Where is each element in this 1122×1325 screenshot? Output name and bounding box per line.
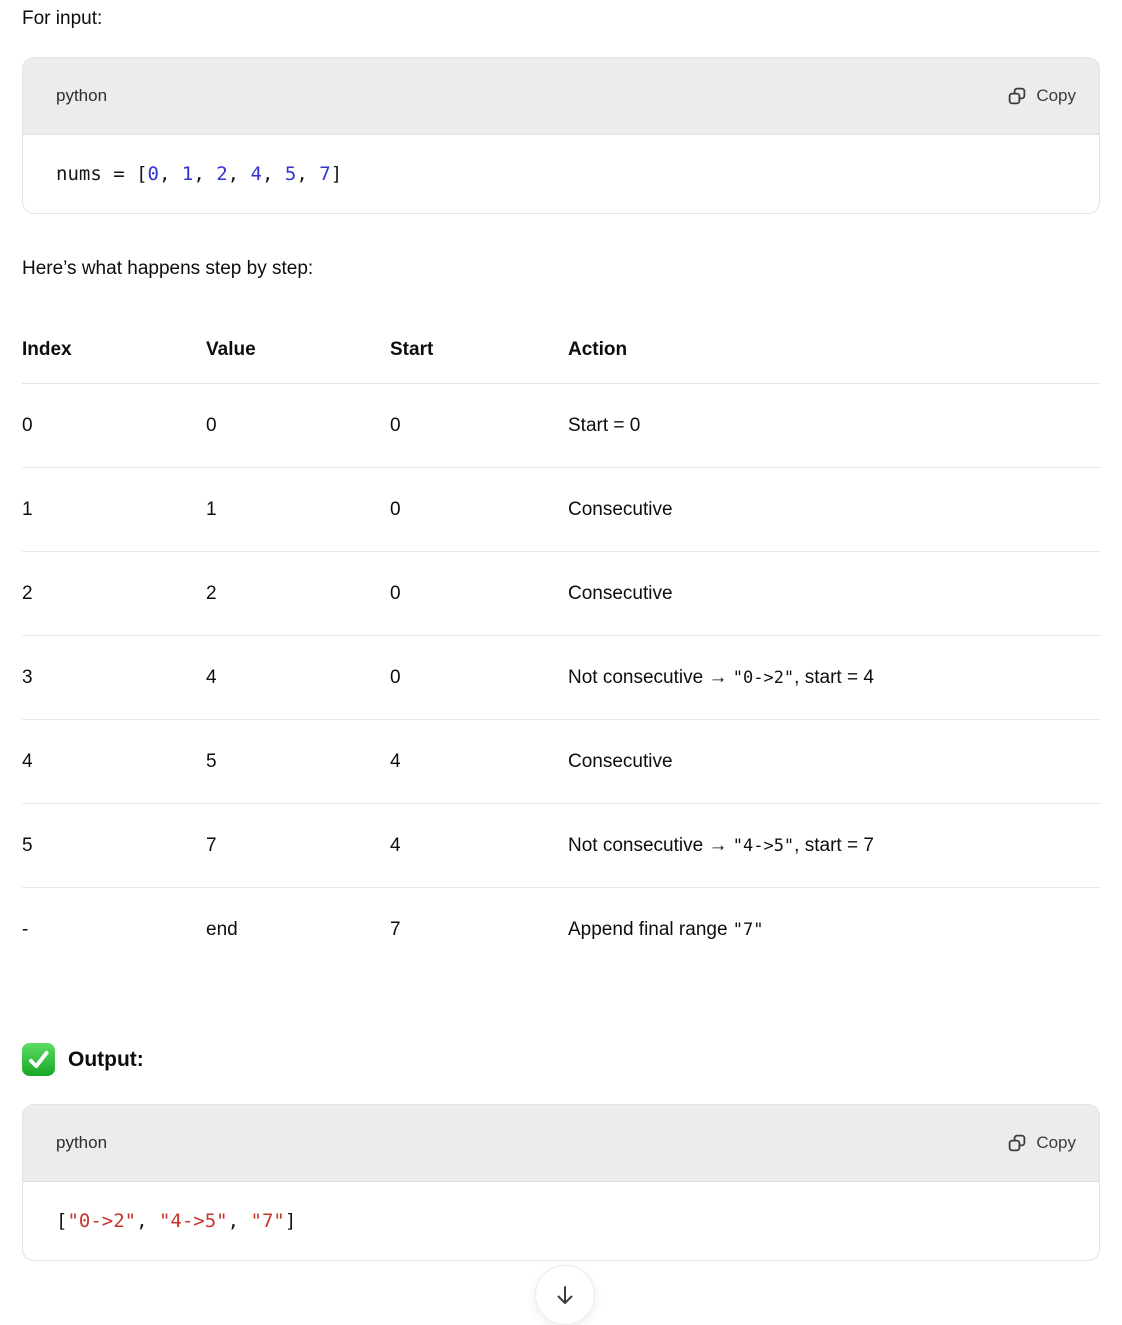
table-row (22, 552, 1100, 636)
code-content (23, 1182, 1099, 1260)
cell-index: 4 (22, 750, 33, 772)
check-mark-emoji (22, 1043, 55, 1076)
code-token: "7" (250, 1210, 285, 1232)
table-row (22, 804, 1100, 888)
copy-button[interactable] (1007, 1133, 1076, 1153)
cell-index: 5 (22, 834, 33, 856)
code-language-label: python (56, 86, 108, 105)
column-header: Action (568, 339, 628, 360)
column-header: Start (390, 339, 434, 360)
cell-value: 4 (206, 666, 217, 688)
code-token: ] (284, 1210, 297, 1232)
copy-button-label: Copy (1036, 1133, 1076, 1152)
steps-heading: Here’s what happens step by step: (22, 258, 314, 279)
cell-start: 4 (390, 750, 401, 772)
cell-index: 2 (22, 582, 33, 604)
code-block-header (23, 1105, 1099, 1182)
cell-action: Not consecutive → "4->5", start = 7 (568, 834, 874, 856)
code-block-header (23, 58, 1099, 135)
code-token: 5 (284, 163, 297, 185)
cell-action: Consecutive (568, 498, 673, 520)
copy-icon (1007, 86, 1027, 106)
code-token: "0->2" (67, 1210, 137, 1232)
code-token: 4 (250, 163, 262, 185)
code-token: , (227, 163, 251, 185)
cell-start: 0 (390, 666, 401, 688)
cell-index: 1 (22, 498, 33, 520)
intro-text: For input: (22, 8, 103, 29)
cell-index: 3 (22, 666, 33, 688)
cell-start: 0 (390, 414, 401, 436)
cell-index: - (22, 919, 29, 940)
cell-action: Not consecutive → "0->2", start = 4 (568, 666, 874, 688)
code-content (23, 135, 1099, 213)
code-token: , (296, 163, 320, 185)
code-language-label: python (56, 1133, 108, 1152)
table-row (22, 468, 1100, 552)
cell-start: 0 (390, 582, 401, 604)
code-token: , (227, 1210, 251, 1232)
code-token: [ (56, 1210, 68, 1232)
input-code-block (22, 57, 1100, 214)
cell-start: 0 (390, 498, 401, 520)
code-token: 1 (181, 163, 194, 185)
cell-value: 5 (206, 750, 217, 772)
output-label-text: Output: (68, 1047, 144, 1071)
table-row (22, 384, 1100, 468)
inline-code: "4->5" (732, 835, 795, 856)
code-token: , (158, 163, 182, 185)
code-token: , (193, 163, 217, 185)
cell-index: 0 (22, 414, 33, 436)
copy-icon (1007, 1133, 1027, 1153)
cell-start: 4 (390, 834, 401, 856)
cell-value: 2 (206, 582, 217, 604)
table-row (22, 720, 1100, 804)
output-section-label (22, 1043, 1100, 1076)
cell-value: end (206, 919, 238, 940)
column-header: Value (206, 339, 256, 360)
code-token: "4->5" (158, 1210, 228, 1232)
cell-action: Append final range "7" (568, 919, 764, 940)
code-token: nums = [ (56, 163, 148, 185)
copy-button[interactable] (1007, 86, 1076, 106)
inline-code: "0->2" (732, 667, 795, 688)
cell-action: Consecutive (568, 582, 673, 604)
cell-value: 7 (206, 834, 217, 856)
table-row (22, 636, 1100, 720)
arrow-down-icon (554, 1284, 576, 1306)
code-token: , (136, 1210, 159, 1232)
table-body (22, 384, 1100, 972)
inline-code: "7" (732, 920, 764, 940)
code-token: , (262, 163, 285, 185)
code-token: 7 (319, 163, 331, 185)
cell-action: Start = 0 (568, 414, 641, 436)
table-header-row (22, 339, 1100, 384)
column-header: Index (22, 339, 72, 360)
scroll-to-bottom-button[interactable] (535, 1265, 595, 1325)
code-token: 0 (147, 163, 159, 185)
cell-value: 1 (206, 498, 217, 520)
steps-table (22, 339, 1100, 972)
code-token: ] (330, 163, 343, 185)
copy-button-label: Copy (1036, 86, 1076, 105)
cell-value: 0 (206, 414, 217, 436)
code-token: 2 (216, 163, 228, 185)
cell-action: Consecutive (568, 750, 673, 772)
table-row (22, 888, 1100, 972)
output-code-block (22, 1104, 1100, 1261)
cell-start: 7 (390, 919, 401, 940)
